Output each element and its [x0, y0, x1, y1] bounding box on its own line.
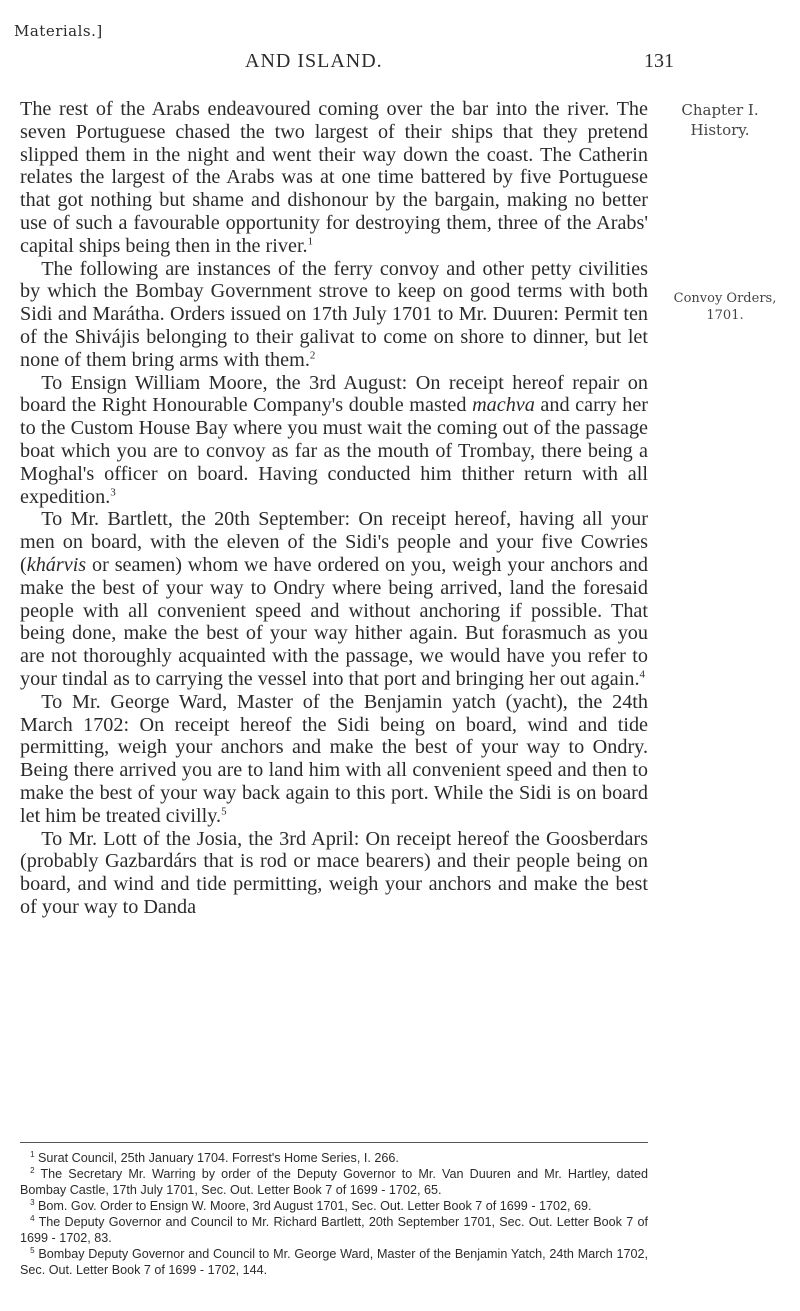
- footnote-ref: 5: [221, 804, 227, 817]
- footnote: [20, 1198, 648, 1214]
- margin-note-chapter: [666, 100, 774, 140]
- footnote-ref: 3: [110, 485, 116, 498]
- paragraph: [20, 372, 648, 509]
- paragraph-text: The following are instances of the ferry convoy and other petty civilities by which the Bombay Government strove to keep on good terms with both Sidi and Marátha. Orders issued on 17th July 1701 to Mr. Duuren: Permit ten of the Shivájis belonging to their galivat to come on shore to dinner, but let none of them bring arms with them.: [20, 257, 648, 371]
- paragraph-text: The rest of the Arabs endeavoured coming over the bar into the river. The seven Portuguese chased the two largest of their ships that they pretend slipped them in the night and went their way down the coast. The Catherin relates the largest of the Arabs was at one time battered by five Portuguese that got nothing but shame and dishonour by the bargain, making no better use of such a favourable opportunity for destroying them, three of the Arabs' capital ships being then in the river.: [20, 98, 648, 257]
- running-header-title: AND ISLAND.: [245, 50, 383, 72]
- paragraph-text: or seamen) whom we have ordered on you, weigh your anchors and make the best of your way to Ondry where being arrived, land the foresaid people with all convenient speed and without anchoring if possible. That being done, make the best of your way hither again. But forasmuch as you are not thoroughly acquainted with the passage, we would have you refer to your tindal as to carrying the vessel into that port and bringing her out again.: [20, 553, 648, 690]
- paragraph: [20, 828, 648, 919]
- italic-term: machva: [472, 394, 535, 417]
- footnotes: [20, 1150, 648, 1278]
- margin-note-chapter-label: Chapter I.: [681, 101, 759, 119]
- paragraph-text: To Mr. Lott of the Josia, the 3rd April: On receipt hereof the Goosberdars (probably Gazbardárs that is rod or mace bearers) and their people being on board, and wind and tide permitting, weigh your anchors and make the best of your way to Danda: [20, 827, 648, 918]
- footnote-ref: 4: [639, 668, 645, 681]
- footnote: [20, 1150, 648, 1166]
- footnote-text: The Deputy Governor and Council to Mr. Richard Bartlett, 20th September 1701, Sec. Out. Letter Book 7 of 1699 - 1702, 83.: [20, 1215, 648, 1245]
- footnote-number: 5: [30, 1245, 35, 1255]
- footnote-text: Surat Council, 25th January 1704. Forrest's Home Series, I. 266.: [38, 1151, 399, 1165]
- footnote-ref: 2: [309, 349, 316, 362]
- footnote-text: The Secretary Mr. Warring by order of the Deputy Governor to Mr. Van Duuren and Mr. Hartley, dated Bombay Castle, 17th July 1701, Sec. Out. Letter Book 7 of 1699 - 1702, 65.: [20, 1167, 648, 1197]
- paragraph: [20, 691, 648, 828]
- footnote: [20, 1166, 648, 1198]
- footnote-divider: [20, 1142, 648, 1143]
- footnote: [20, 1214, 648, 1246]
- margin-note-convoy-label: Convoy Orders,: [673, 291, 777, 306]
- paragraph-text: and carry her to the Custom House Bay where you must wait the coming out of the passage boat which you are to convoy as far as the mouth of Trombay, there being a Moghal's officer on board. Having conducted him thither return with all expedition.: [20, 394, 648, 508]
- paragraph: [20, 508, 648, 690]
- footnote-number: 3: [30, 1197, 35, 1207]
- page-number: 131: [644, 50, 674, 72]
- footnote-text: Bom. Gov. Order to Ensign W. Moore, 3rd August 1701, Sec. Out. Letter Book 7 of 1699 - 1702, 69.: [38, 1199, 592, 1213]
- footnote: [20, 1246, 648, 1278]
- paragraph-text: To Mr. George Ward, Master of the Benjamin yatch (yacht), the 24th March 1702: On receipt hereof the Sidi being on board, wind and tide permitting, weigh your anchors and make the best of your way to Ondry. Being there arrived you are to land him with all convenient speed and then to make the best of your way back again to this port. While the Sidi is on board let him be treated civilly.: [20, 690, 648, 827]
- footnote-number: 1: [30, 1149, 35, 1159]
- margin-note-year-label: 1701.: [706, 308, 744, 323]
- footnote-text: Bombay Deputy Governor and Council to Mr. George Ward, Master of the Benjamin Yatch, 24th March 1702, Sec. Out. Letter Book 7 of 1699 - 1702, 144.: [20, 1247, 648, 1277]
- paragraph: [20, 98, 648, 258]
- paragraph: [20, 258, 648, 372]
- paragraph-text: To Mr. Bartlett, the 20th September: On receipt hereof, having all your men on board, with the eleven of the Sidi's people and your five Cowries (: [20, 508, 648, 576]
- margin-note-convoy: [660, 290, 790, 324]
- footnote-ref: 1: [307, 235, 314, 248]
- footnote-number: 2: [30, 1165, 35, 1175]
- paragraph-text: To Ensign William Moore, the 3rd August: On receipt hereof repair on board the Right Honourable Company's double masted: [20, 371, 648, 417]
- margin-note-section-label: History.: [690, 121, 750, 139]
- running-header-left: Materials.]: [14, 22, 103, 40]
- body-text: [20, 98, 648, 919]
- italic-term: khárvis: [26, 553, 87, 576]
- footnote-number: 4: [30, 1213, 35, 1223]
